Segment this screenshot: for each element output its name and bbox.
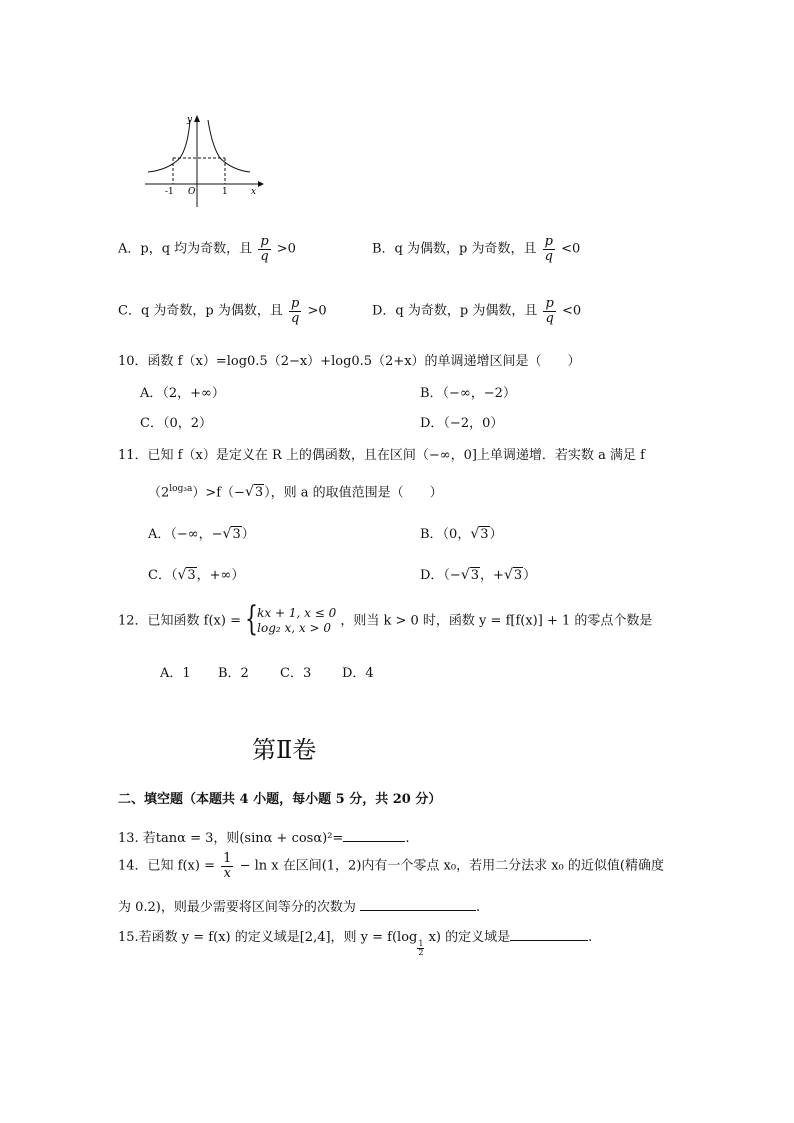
y-axis-arrow: [194, 115, 200, 122]
tick-pos-label: 1: [222, 187, 228, 197]
right-curve: [208, 120, 250, 172]
q9-option-a: A．p，q 均为奇数，且 $\frac{p}{q}$ >0: [118, 234, 296, 264]
y-label: y: [187, 115, 193, 125]
q12-option-c: C．3: [280, 666, 312, 681]
q12-stem: 12．已知函数 f(x) = { kx + 1, x ≤ 0 log₂ x, x > 0 ，则当 k > 0 时，函数 y = f[f(x)] + 1 的零点个数是: [118, 599, 653, 639]
q11-option-d: D．（−√3，+√3）: [420, 567, 537, 583]
q10-option-b: B．（−∞，−2）: [420, 386, 516, 401]
origin-label: O: [188, 187, 196, 197]
q12-option-d: D．4: [342, 666, 374, 681]
q9-option-b: B．q 为偶数，p 为奇数，且 $\frac{p}{q}$ <0: [372, 234, 581, 264]
left-curve: [148, 120, 190, 172]
q13: 13. 若tanα = 3，则(sinα + cosα)²= .: [118, 831, 410, 846]
function-graph: [140, 112, 270, 212]
q15-answer-blank[interactable]: [510, 940, 588, 941]
q9-option-c: C．q 为奇数，p 为偶数，且 $\frac{p}{q}$ >0: [118, 296, 327, 326]
q11-stem-line2: $(2^{log_3a})>f(-√3)$，则 a 的取值范围是（ ）: [148, 484, 443, 501]
q14-answer-blank[interactable]: [360, 910, 476, 911]
q11-stem-line1: 11．已知 f（x）是定义在 R 上的偶函数，且在区间（−∞，0]上单调递增．若实数 a 满足 f: [118, 448, 645, 463]
q12-option-b: B．2: [218, 666, 249, 681]
q13-answer-blank[interactable]: [343, 841, 405, 842]
section-title: 第Ⅱ卷: [252, 736, 317, 764]
q11-option-b: B．（0，√3）: [420, 526, 503, 542]
piecewise-definition: { kx + 1, x ≤ 0 log₂ x, x > 0: [245, 599, 337, 639]
q10-option-d: D．（−2，0）: [420, 416, 504, 431]
x-axis-arrow: [258, 181, 264, 187]
q14-line2: 为 0.2)，则最少需要将区间等分的次数为 .: [118, 900, 481, 915]
q15: 15.若函数 y = f(x) 的定义域是[2,4]，则 y = f(log $\frac{1}{2}$ x) 的定义域是 .: [118, 930, 593, 957]
tick-neg-label: -1: [165, 187, 174, 197]
q9-option-d: D．q 为奇数，p 为偶数，且 $\frac{p}{q}$ <0: [372, 296, 582, 326]
section-header: 二、填空题（本题共 4 小题，每小题 5 分，共 20 分）: [118, 792, 442, 807]
q10-option-a: A．（2，+∞）: [140, 386, 225, 401]
q14-line1: 14．已知 f(x) = $\frac{1}{x}$ − ln x 在区间(1，2)内有一个零点 x₀，若用二分法求 x₀ 的近似值(精确度: [118, 851, 664, 881]
q11-option-a: A．（−∞，−√3）: [148, 526, 255, 542]
q10-stem: 10．函数 f（x）=log0.5（2−x）+log0.5（2+x）的单调递增区间是（ ）: [118, 354, 581, 369]
q10-option-c: C．（0，2）: [140, 416, 212, 431]
x-label: x: [251, 187, 257, 197]
q12-option-a: A．1: [160, 666, 191, 681]
q11-option-c: C．（√3，+∞）: [148, 567, 245, 583]
